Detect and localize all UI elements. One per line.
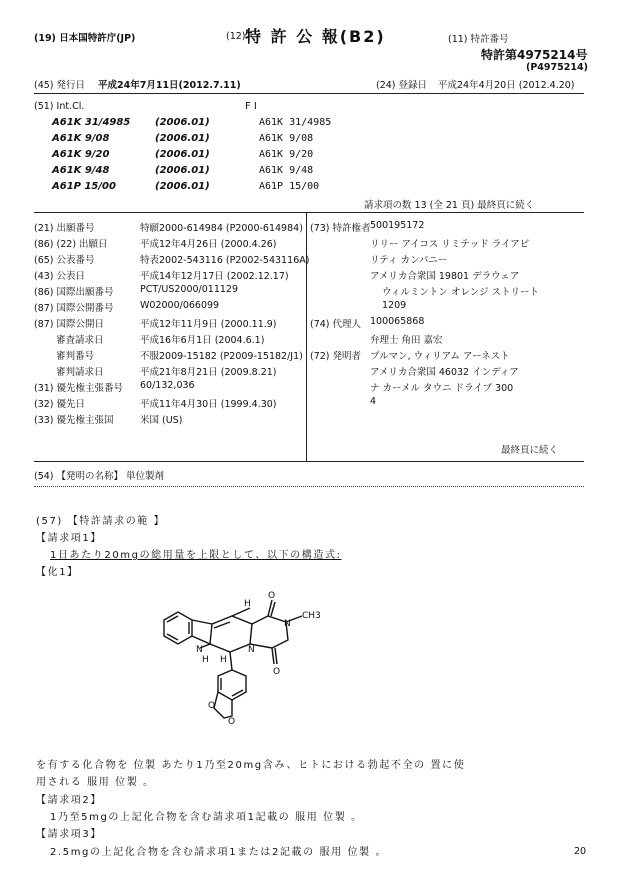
intcl-date: (2006.01) [155, 165, 210, 176]
biblio-label: 審判番号 [56, 351, 95, 362]
title-divider [34, 486, 584, 487]
atom-n-low: N [248, 645, 255, 655]
intcl-code: A61P 15/00 [52, 181, 116, 192]
registration-date-label: (24) 登録日 [376, 80, 428, 91]
claim3-text: 2.5mgの上記化合物を含む請求項1または2記載の 服用 位製 。 [50, 847, 388, 858]
biblio-value: 100065868 [370, 316, 425, 327]
intcl-code: A61K 9/48 [52, 165, 110, 176]
issue-date-label: (45) 発行日 [34, 80, 86, 91]
carbonyl-low-double [275, 648, 277, 664]
biblio-value: PCT/US2000/011129 [140, 284, 238, 295]
biblio-label: (72) 発明者 [310, 351, 362, 362]
diketopiperazine-ring [250, 616, 288, 648]
atom-h-nh: H [202, 655, 209, 665]
fi-code: A61P 15/00 [259, 181, 320, 192]
biblio-label: (73) 特許権者 [310, 223, 371, 234]
aryl-bond [230, 652, 232, 670]
registration-date: 平成24年4月20日 (2012.4.20) [438, 80, 575, 91]
bibliography-divider [34, 461, 584, 462]
biblio-label: (86) 国際出願番号 [34, 287, 114, 298]
biblio-value: 米国 (US) [140, 415, 183, 426]
biblio-label: (21) 出願番号 [34, 223, 95, 234]
claim1-label: 【請求項1】 [36, 533, 102, 544]
biblio-value: ナ カーメル タウニ ドライブ 300 [370, 383, 514, 394]
formula-label: 【化1】 [36, 567, 79, 578]
atom-o-dioxole: O [228, 717, 236, 727]
atom-o-low: O [273, 667, 281, 677]
intcl-date: (2006.01) [155, 181, 210, 192]
classification-divider [34, 212, 584, 213]
fi-code: A61K 9/48 [259, 165, 314, 176]
issue-date: 平成24年7月11日(2012.7.11) [98, 80, 241, 91]
chemical-structure [140, 586, 380, 736]
biblio-value: 特願2000-614984 (P2000-614984) [140, 223, 303, 234]
biblio-value: 60/132,036 [140, 380, 195, 391]
invention-title: (54) 【発明の名称】 単位製剤 [34, 471, 165, 482]
biblio-label: (43) 公表日 [34, 271, 86, 282]
continued-notice: 最終頁に続く [501, 445, 559, 456]
biblio-label: 審査請求日 [56, 335, 104, 346]
claim2-text: 1乃至5mgの上記化合物を含む請求項1記載の 服用 位製 。 [50, 812, 363, 823]
publication-type: 特 許 公 報(B2) [245, 27, 386, 46]
biblio-label: (31) 優先権主張番号 [34, 383, 124, 394]
fi-code: A61K 9/08 [259, 133, 314, 144]
biblio-value: 1209 [382, 300, 407, 311]
ch-bond [232, 608, 250, 616]
claim1-text: 1日あたり20mgの総用量を上限として、以下の構造式: [50, 550, 342, 561]
biblio-value: ウィルミントン オレンジ ストリート [382, 287, 539, 298]
column-divider [306, 213, 307, 461]
biblio-value: 平成21年8月21日 (2009.8.21) [140, 367, 277, 378]
biblio-value: リリー アイコス リミテッド ライアビ [370, 239, 530, 250]
intcl-code: A61K 9/20 [52, 149, 110, 160]
biblio-label: (87) 国際公開番号 [34, 303, 114, 314]
intcl-label: (51) Int.Cl. [34, 101, 85, 112]
atom-ch3: CH3 [302, 611, 321, 621]
biblio-value: 平成16年6月1日 (2004.6.1) [140, 335, 265, 346]
biblio-label: (65) 公表番号 [34, 255, 95, 266]
benzene-ring [164, 612, 192, 644]
biblio-label: (86) (22) 出願日 [34, 239, 108, 250]
biblio-label: (74) 代理人 [310, 319, 362, 330]
biblio-value: 不服2009-15182 (P2009-15182/J1) [140, 351, 303, 362]
intcl-code: A61K 9/08 [52, 133, 110, 144]
intcl-date: (2006.01) [155, 117, 210, 128]
biblio-value: 平成12年4月26日 (2000.4.26) [140, 239, 277, 250]
claim2-label: 【請求項2】 [36, 795, 102, 806]
patent-number-label: (11) 特許番号 [448, 34, 509, 45]
biblio-label: (32) 優先日 [34, 399, 86, 410]
biblio-label: (33) 優先権主張国 [34, 415, 114, 426]
atom-h-mid: H [220, 655, 227, 665]
atom-nh: N [196, 645, 203, 655]
biblio-value: 弁理士 角田 嘉宏 [370, 335, 443, 346]
claims-heading: (57) 【特許請求の範 】 [36, 516, 166, 527]
biblio-value: リティ カンパニー [370, 255, 448, 266]
pyrrole-ring [192, 620, 212, 644]
biblio-value: 500195172 [370, 220, 425, 231]
fi-code: A61K 9/20 [259, 149, 314, 160]
structure-bonds [164, 600, 302, 718]
biblio-value: 4 [370, 396, 377, 407]
fi-code: A61K 31/4985 [259, 117, 332, 128]
header-divider [34, 93, 584, 94]
atom-o-top: O [268, 591, 276, 601]
patent-number-sub: (P4975214) [526, 62, 588, 73]
compound-text-line1: を有する化合物を 位製 あたり1乃至20mg含み、ヒトにおける勃起不全の 置に使 [36, 760, 466, 771]
biblio-value: W02000/066099 [140, 300, 220, 311]
atom-o-dioxole: O [208, 701, 216, 711]
publication-type-code: (12) [226, 31, 246, 42]
biblio-value: プルマン, ウィリアム アーネスト [370, 351, 510, 362]
country-code: (19) 日本国特許庁(JP) [34, 33, 136, 44]
compound-text-line2: 用される 服用 位製 。 [36, 777, 155, 788]
biblio-value: 特表2002-543116 (P2002-543116A) [140, 255, 310, 266]
biblio-value: アメリカ合衆国 19801 デラウェア [370, 271, 520, 282]
page-number: 20 [574, 846, 587, 857]
biblio-value: アメリカ合衆国 46032 インディア [370, 367, 519, 378]
biblio-value: 平成14年12月17日 (2002.12.17) [140, 271, 289, 282]
atom-h-top: H [244, 599, 251, 609]
patent-number: 特許第4975214号 [481, 48, 588, 62]
fi-label: F I [245, 101, 257, 112]
biblio-value: 平成12年11月9日 (2000.11.9) [140, 319, 277, 330]
carbonyl-low [272, 648, 274, 664]
dioxole-ring [214, 692, 232, 718]
atom-n-right: N [284, 619, 291, 629]
biblio-value: 平成11年4月30日 (1999.4.30) [140, 399, 277, 410]
intcl-code: A61K 31/4985 [52, 117, 131, 128]
biblio-label: (87) 国際公開日 [34, 319, 105, 330]
piperidine-ring [210, 616, 252, 652]
intcl-date: (2006.01) [155, 133, 210, 144]
intcl-date: (2006.01) [155, 149, 210, 160]
claim3-label: 【請求項3】 [36, 829, 102, 840]
biblio-label: 審判請求日 [56, 367, 104, 378]
claims-count: 請求項の数 13 (全 21 頁) 最終頁に続く [364, 200, 535, 211]
